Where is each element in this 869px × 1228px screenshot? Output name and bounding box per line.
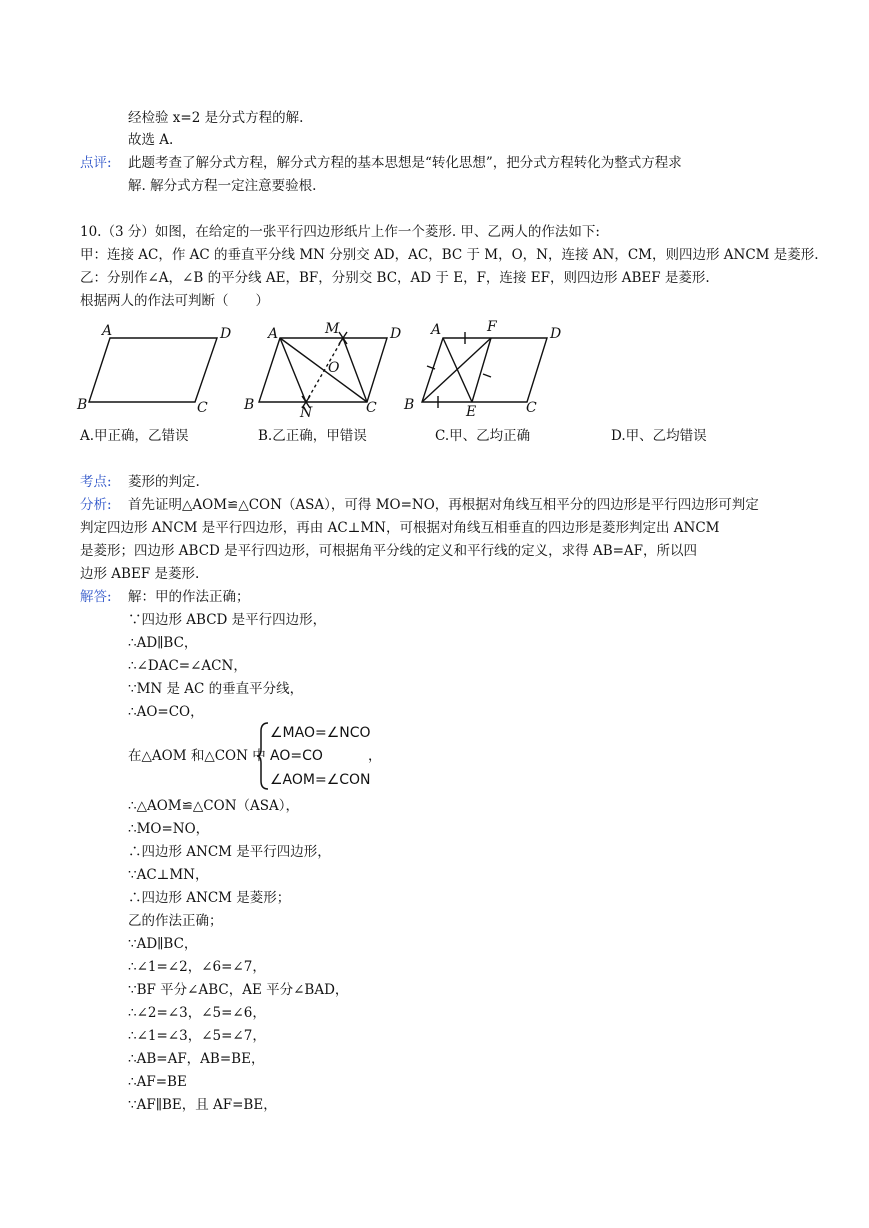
fig2-label-C: C [366,400,377,416]
question-ask: 根据两人的作法可判断（ ） [80,293,269,309]
fenxi-line-1: 首先证明△AOM≌△CON（ASA），可得 MO=NO，再根据对角线互相平分的四边形是平行四边形可判定 [128,497,759,513]
jieda-line: ∴AB=AF，AB=BE， [128,1051,265,1067]
brace-lead: 在△AOM 和△CON 中 [128,748,266,764]
fig1-label-C: C [197,400,208,416]
brace-eq-1: ∠MAO=∠NCO [270,725,371,741]
fenxi-line-2: 判定四边形 ANCM 是平行四边形，再由 AC⊥MN，可根据对角线互相垂直的四边形是菱形判定出 ANCM [80,520,720,536]
fig2-label-D: D [390,326,402,342]
jieda-line: ∵BF 平分∠ABC，AE 平分∠BAD， [128,982,349,998]
jieda-label: 解答: [80,589,112,605]
fig2-label-O: O [328,360,340,376]
prev-line-1: 经检验 x=2 是分式方程的解. [128,110,304,126]
option-d: D.甲、乙均错误 [611,428,707,444]
jieda-line: ∴AD∥BC， [128,635,198,651]
jieda-line: ∴∠DAC=∠ACN， [128,658,247,674]
comment-line-2: 解. 解分式方程一定注意要验根. [128,178,317,194]
question-title: 10.（3 分）如图，在给定的一张平行四边形纸片上作一个菱形. 甲、乙两人的作法如下: [80,224,600,240]
fig2-label-B: B [244,397,255,413]
jieda-line: ∵AD∥BC， [128,936,198,952]
option-c: C.甲、乙均正确 [435,428,531,444]
fig1-label-A: A [102,323,113,339]
method-jia: 甲：连接 AC，作 AC 的垂直平分线 MN 分别交 AD，AC，BC 于 M，O，N，连接 AN，CM，则四边形 ANCM 是菱形. [80,247,819,263]
fig3-label-E: E [466,404,477,418]
fig3-parallelogram [422,338,547,402]
fig2-label-N: N [300,405,313,418]
jieda-line: ∴AO=CO， [128,704,204,720]
jieda-line: 解：甲的作法正确； [128,589,250,605]
jieda-line: ∴∠1=∠3，∠5=∠7， [128,1028,266,1044]
fenxi-label: 分析: [80,497,112,513]
jieda-line: ∵MN 是 AC 的垂直平分线， [128,681,304,697]
brace-tail: ， [368,748,382,764]
option-b: B.乙正确，甲错误 [258,428,367,444]
prev-line-2: 故选 A. [128,132,174,148]
figures [70,318,590,418]
jieda-line: ∴四边形 ANCM 是菱形； [128,890,291,906]
brace-eq-3: ∠AOM=∠CON [270,772,371,788]
jieda-line: ∴∠2=∠3，∠5=∠6， [128,1005,266,1021]
option-a: A.甲正确，乙错误 [80,428,189,444]
comment-line-1: 此题考查了解分式方程，解分式方程的基本思想是“转化思想”，把分式方程转化为整式方程求 [128,155,682,171]
brace-eq-2: AO=CO [270,748,323,764]
jieda-line: ∵AC⊥MN， [128,867,209,883]
jieda-line: ∴∠1=∠2，∠6=∠7， [128,959,266,975]
kaodian-label: 考点: [80,474,112,490]
fig3-label-A: A [431,322,442,338]
jieda-line: 乙的作法正确； [128,913,223,929]
fig3-label-D: D [550,326,562,342]
jieda-line: ∵四边形 ABCD 是平行四边形， [128,612,327,628]
comment-label: 点评: [80,155,112,171]
fig1-label-D: D [220,326,232,342]
kaodian-text: 菱形的判定. [128,474,200,490]
jieda-line: ∴四边形 ANCM 是平行四边形， [128,844,331,860]
fig1-label-B: B [77,397,88,413]
fig3-label-B: B [404,397,415,413]
jieda-line: ∴△AOM≌△CON（ASA）， [128,798,300,814]
fenxi-line-4: 边形 ABEF 是菱形. [80,566,200,582]
left-brace [256,722,270,790]
jieda-line: ∵AF∥BE，且 AF=BE， [128,1097,277,1113]
fenxi-line-3: 是菱形；四边形 ABCD 是平行四边形，可根据角平分线的定义和平行线的定义，求得 AB=AF，所以四 [80,543,698,559]
jieda-line: ∴AF=BE [128,1074,187,1090]
fig3-label-C: C [526,400,537,416]
fig1-parallelogram [89,338,217,402]
fig3-label-F: F [487,319,497,335]
fig2-label-M: M [325,321,340,337]
fig2-label-A: A [268,326,279,342]
jieda-line: ∴MO=NO， [128,821,210,837]
method-yi: 乙：分别作∠A，∠B 的平分线 AE，BF，分别交 BC，AD 于 E，F，连接 EF，则四边形 ABEF 是菱形. [80,270,710,286]
